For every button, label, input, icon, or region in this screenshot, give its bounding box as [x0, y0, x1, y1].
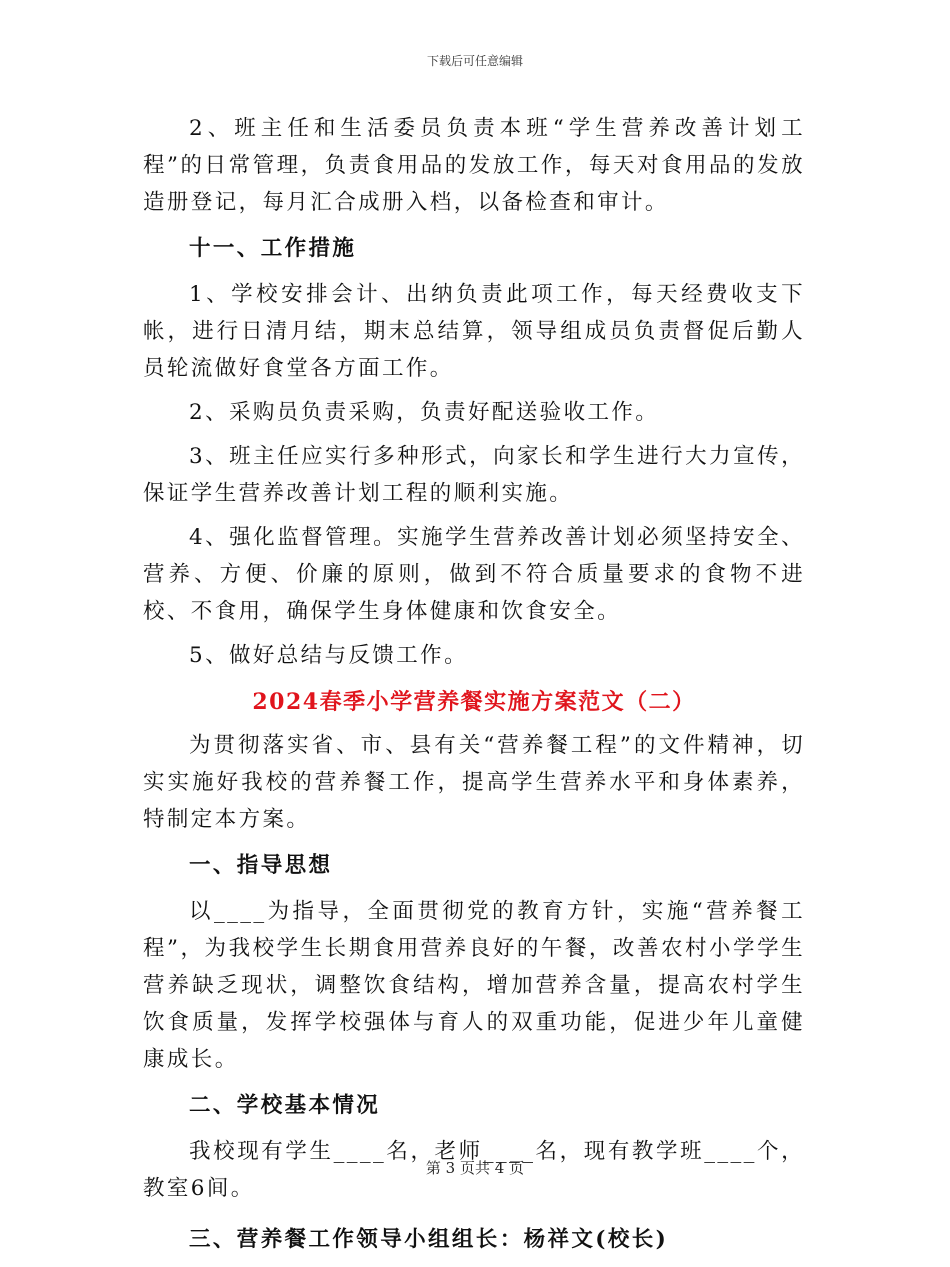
measure-item-5: 5、做好总结与反馈工作。: [189, 643, 468, 668]
page-header: 下载后可任意编辑: [426, 54, 523, 68]
section-1-paragraph: 以____为指导，全面贯彻党的教育方针，实施“营养餐工程”，为我校学生长期食用营养良好的午餐，改善农村小学学生营养缺乏现状，调整饮食结构，增加营养含量，提高农村学生饮食质量，发挥学校强体与育人的双重功能，促进少年儿童健康成长。: [143, 899, 805, 1072]
section-heading-1: 一、指导思想: [189, 853, 333, 878]
section-heading-2: 二、学校基本情况: [189, 1093, 381, 1118]
document-body: [143, 110, 805, 1267]
document-title: 2024春季小学营养餐实施方案范文（二）: [252, 689, 696, 715]
section-heading-11: 十一、工作措施: [189, 236, 357, 261]
measure-item-1: 1、学校安排会计、出纳负责此项工作，每天经费收支下帐，进行日清月结，期末总结算，领导组成员负责督促后勤人员轮流做好食堂各方面工作。: [143, 282, 805, 381]
paragraph-item-2: 2、班主任和生活委员负责本班“学生营养改善计划工程”的日常管理，负责食用品的发放工作，每天对食用品的发放造册登记，每月汇合成册入档，以备检查和审计。: [143, 116, 805, 215]
page-footer: 第 3 页共 4 页: [425, 1159, 525, 1177]
measure-item-2: 2、采购员负责采购，负责好配送验收工作。: [189, 400, 660, 425]
measure-item-3: 3、班主任应实行多种形式，向家长和学生进行大力宣传，保证学生营养改善计划工程的顺利实施。: [143, 444, 805, 506]
section-heading-3: 三、营养餐工作领导小组组长：杨祥文(校长): [189, 1227, 669, 1252]
measure-item-4: 4、强化监督管理。实施学生营养改善计划必须坚持安全、营养、方便、价廉的原则，做到不符合质量要求的食物不进校、不食用，确保学生身体健康和饮食安全。: [143, 525, 805, 624]
intro-paragraph: 为贯彻落实省、市、县有关“营养餐工程”的文件精神，切实实施好我校的营养餐工作，提高学生营养水平和身体素养，特制定本方案。: [143, 733, 805, 832]
section-2-paragraph: 我校现有学生____名，老师____名，现有教学班____个，教室6间。: [143, 1139, 805, 1201]
